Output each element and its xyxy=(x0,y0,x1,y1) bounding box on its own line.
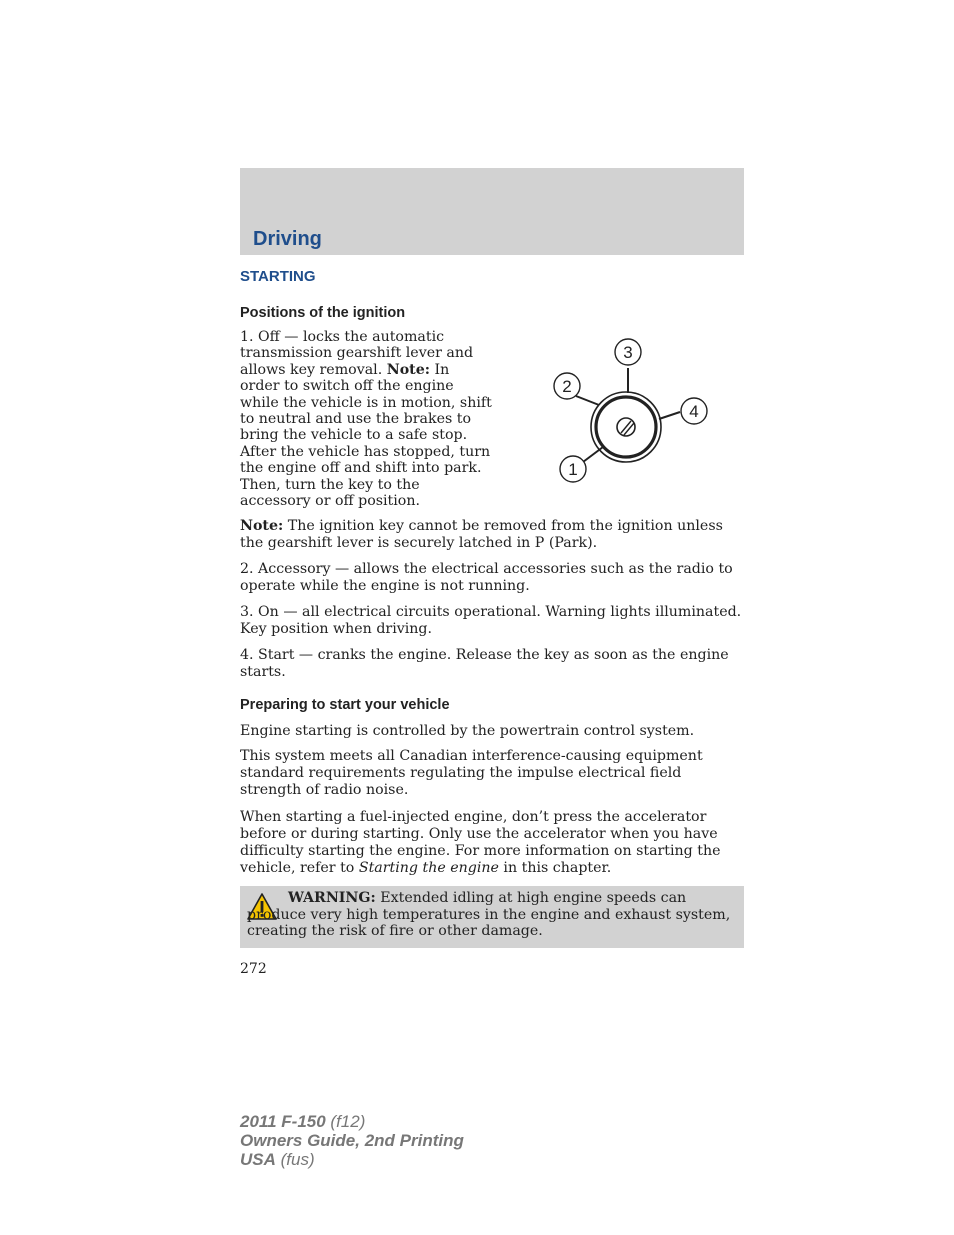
chapter-header xyxy=(240,168,744,255)
preparing-paragraph-1: Engine starting is controlled by the powertrain control system. xyxy=(240,723,695,739)
footer-line-2: Owners Guide, 2nd Printing xyxy=(240,1131,464,1150)
fuel-injected-text: When starting a fuel-injected engine, don’t press the accelerator before or during starting. Only use the accelerator when you have difficulty starting the engine. For more information on starting the vehicle, refer to xyxy=(240,809,721,876)
position-2-label: 2 xyxy=(562,377,572,396)
page-number: 272 xyxy=(240,961,267,977)
position-3-label: 3 xyxy=(623,343,633,362)
warning-text xyxy=(247,890,737,940)
footer-line-1 xyxy=(240,1112,464,1131)
off-text: 1. Off — locks the automatic transmission gearshift lever and allows key removal. xyxy=(240,329,474,378)
note-label: Note: xyxy=(240,518,284,534)
key-slot-line-a xyxy=(621,421,631,433)
warning-label: WARNING: xyxy=(288,890,376,906)
chapter-text: in this chapter. xyxy=(498,860,612,876)
preparing-paragraph-2: This system meets all Canadian interference-causing equipment standard requirements regulating the impulse electrical field strength of radio noise. xyxy=(240,748,703,798)
footer-market-code: (fus) xyxy=(275,1150,315,1169)
on-paragraph: 3. On — all electrical circuits operational. Warning lights illuminated. Key position when driving. xyxy=(240,604,742,637)
note-text: The ignition key cannot be removed from the ignition unless the gearshift lever is securely latched in P (Park). xyxy=(240,518,723,551)
section-title: STARTING xyxy=(240,268,316,285)
ignition-diagram xyxy=(545,335,725,495)
footer-model: 2011 F-150 xyxy=(240,1112,326,1131)
ignition-note-paragraph xyxy=(240,518,746,552)
accessory-paragraph: 2. Accessory — allows the electrical accessories such as the radio to operate while the engine is not running. xyxy=(240,561,733,594)
cross-reference: Starting the engine xyxy=(358,860,499,876)
preparing-paragraph-3 xyxy=(240,809,746,877)
footer-line-3 xyxy=(240,1150,464,1169)
footer xyxy=(240,1112,464,1169)
warning-body: Extended idling at high engine speeds can produce very high temperatures in the engine and exhaust system, creating the risk of fire or other damage. xyxy=(247,890,731,939)
warning-box xyxy=(240,886,744,948)
position-4-line xyxy=(659,412,680,419)
off-note-text: In order to switch off the engine while the vehicle is in motion, shift to neutral and use the brakes to bring the vehicle to a safe stop. After the vehicle has stopped, turn the engine off and shift into park. Then, turn the key to the accessory or off position. xyxy=(240,361,492,510)
ignition-off-paragraph xyxy=(240,329,492,509)
preparing-heading: Preparing to start your vehicle xyxy=(240,697,450,713)
position-4-label: 4 xyxy=(689,402,699,421)
chapter-title: Driving xyxy=(253,228,322,250)
position-2-line xyxy=(576,396,599,405)
note-label: Note: xyxy=(386,361,430,378)
start-paragraph: 4. Start — cranks the engine. Release the key as soon as the engine starts. xyxy=(240,647,729,680)
footer-market: USA xyxy=(240,1150,276,1169)
position-1-label: 1 xyxy=(568,460,578,479)
footer-model-code: (f12) xyxy=(325,1112,366,1131)
ignition-heading: Positions of the ignition xyxy=(240,305,406,321)
